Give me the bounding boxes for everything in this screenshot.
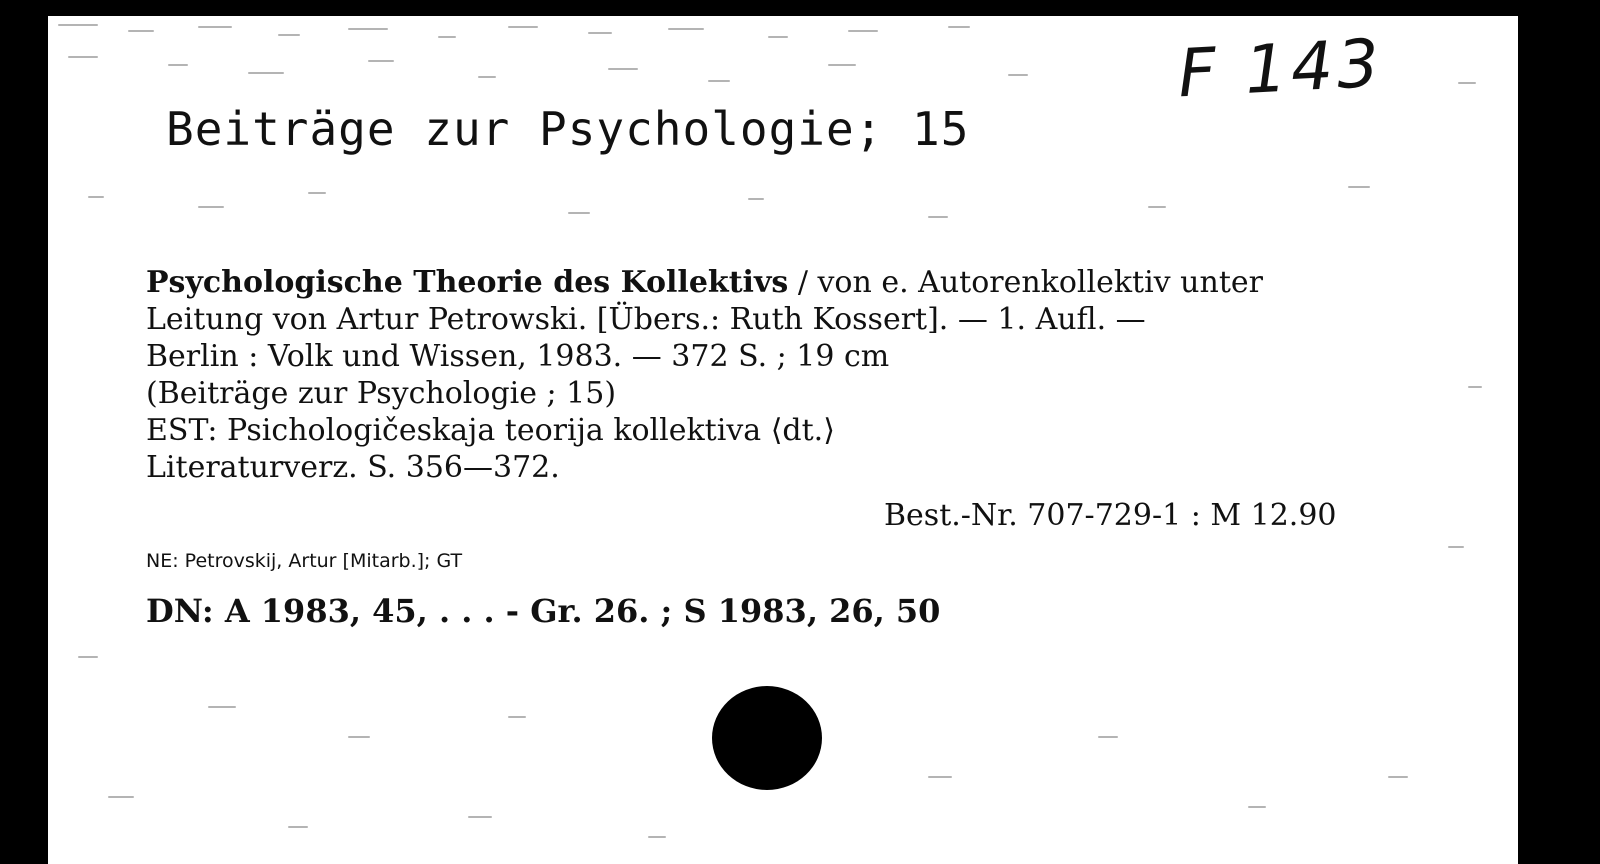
shelfmark-handwritten: F 143 (1176, 24, 1385, 113)
entry-line-6: Literaturverz. S. 356—372. (146, 450, 560, 485)
entry-line-3: Berlin : Volk und Wissen, 1983. — 372 S. ; 19 cm (146, 339, 890, 374)
entry-line-4: (Beiträge zur Psychologie ; 15) (146, 376, 617, 411)
entry-line-1 (146, 264, 1406, 301)
entry-title: Psychologische Theorie des Kollektivs (146, 265, 789, 300)
added-entries-line: NE: Petrovskij, Artur [Mitarb.]; GT (146, 550, 463, 572)
punch-hole (712, 686, 822, 790)
catalog-card (48, 16, 1518, 864)
dn-line: DN: A 1983, 45, . . . - Gr. 26. ; S 1983, 26, 50 (146, 592, 941, 630)
entry-line-2: Leitung von Artur Petrowski. [Übers.: Ruth Kossert]. — 1. Aufl. — (146, 302, 1146, 337)
order-number: Best.-Nr. 707-729-1 : M 12.90 (884, 498, 1337, 533)
entry-responsibility: / von e. Autorenkollektiv unter (788, 265, 1263, 300)
series-heading: Beiträge zur Psychologie; 15 (166, 102, 970, 156)
bibliographic-entry (146, 264, 1406, 486)
entry-line-5: EST: Psichologičeskaja teorija kollektiva ⟨dt.⟩ (146, 413, 835, 448)
